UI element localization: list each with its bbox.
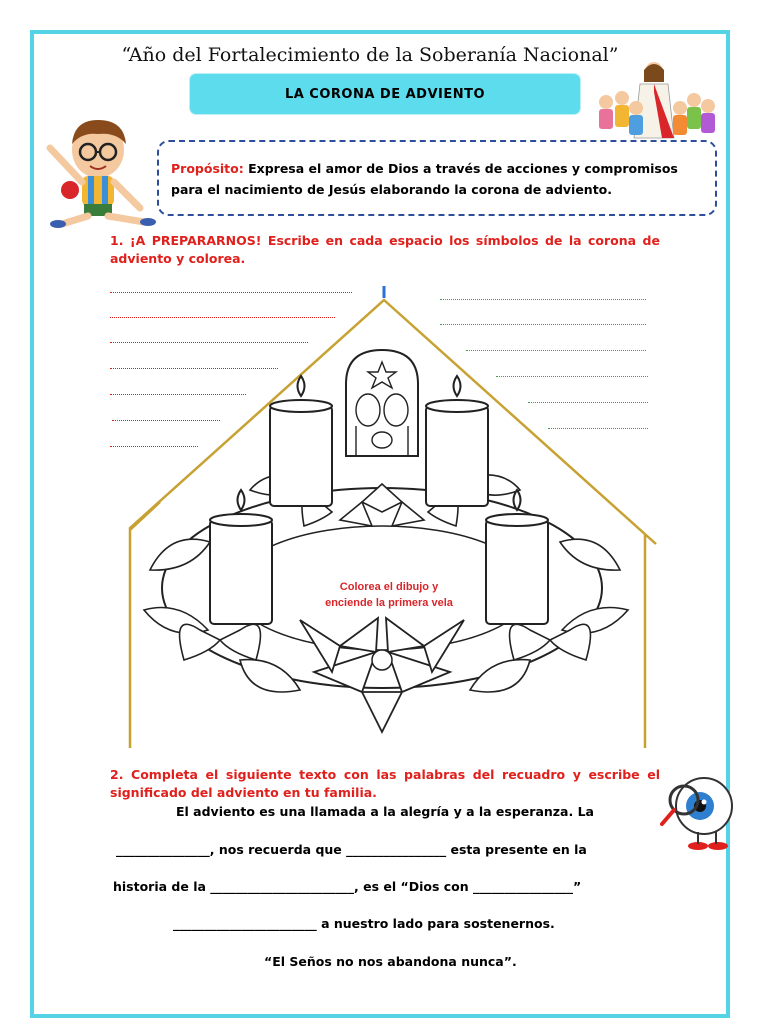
fill-text-line-4: _______________________ a nuestro lado para sostenernos. [173, 916, 555, 931]
purpose-label: Propósito: [171, 161, 244, 176]
section-1-text: ¡A PREPARARNOS! Escribe en cada espacio los símbolos de la corona de adviento y colorea. [110, 233, 660, 266]
purpose-box [157, 140, 717, 216]
section-2-instruction [110, 766, 660, 802]
eye-magnifier-illustration [654, 770, 738, 856]
boy-illustration [40, 112, 156, 230]
worksheet-banner: LA CORONA DE ADVIENTO [190, 74, 580, 114]
section-1-number: 1. [110, 233, 124, 248]
jesus-with-children-illustration [590, 58, 718, 142]
advent-wreath-drawing [100, 280, 670, 760]
fill-text-line-2: _______________, nos recuerda que ________________ esta presente en la [116, 842, 587, 857]
section-1-instruction [110, 232, 660, 268]
section-2-number: 2. [110, 767, 124, 782]
page-title: “Año del Fortalecimiento de la Soberanía Nacional” [121, 44, 619, 66]
fill-text-line-3: historia de la _______________________, es el “Dios con ________________” [113, 879, 582, 894]
fill-text-line-1: El adviento es una llamada a la alegría y a la esperanza. La [176, 804, 594, 819]
wreath-caption-line2: enciende la primera vela [325, 597, 453, 609]
fill-text-line-5: “El Seños no nos abandona nunca”. [264, 954, 517, 969]
section-2-text: Completa el siguiente texto con las palabras del recuadro y escribe el significado del adviento en tu familia. [110, 767, 660, 800]
wreath-caption-line1: Colorea el dibujo y [339, 581, 439, 593]
purpose-text: Expresa el amor de Dios a través de acciones y compromisos para el nacimiento de Jesús elaborando la corona de adviento. [171, 161, 678, 197]
